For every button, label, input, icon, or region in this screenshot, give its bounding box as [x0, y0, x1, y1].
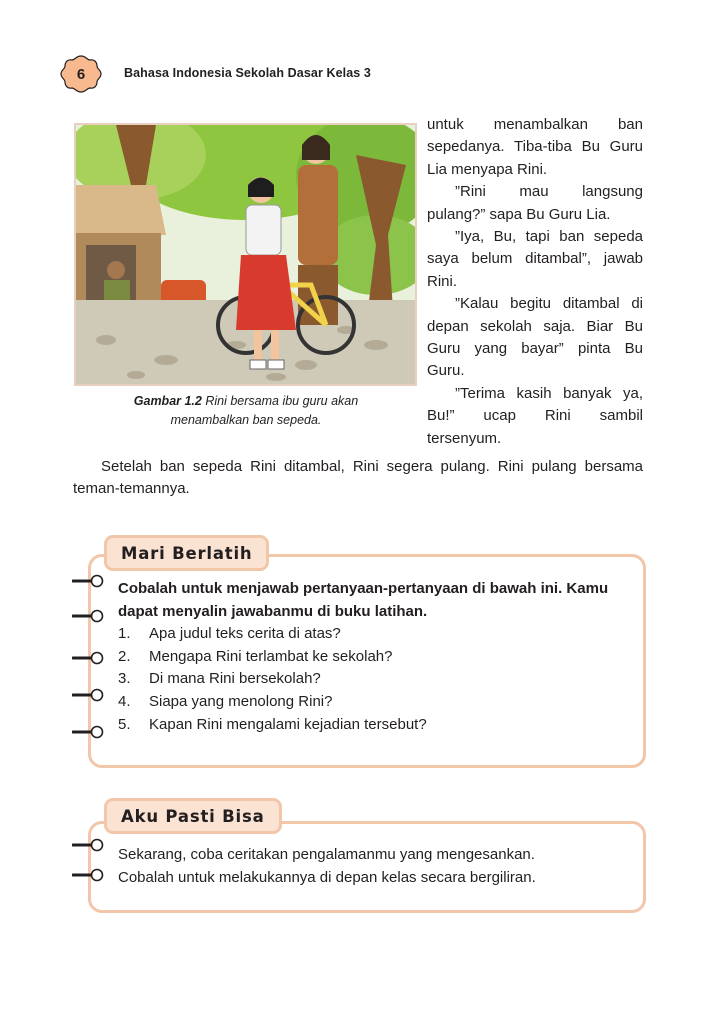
question-number: 1. [118, 625, 131, 643]
book-title: Bahasa Indonesia Sekolah Dasar Kelas 3 [124, 66, 371, 80]
exercise-content [118, 578, 638, 736]
story-full-width [73, 456, 643, 501]
story-paragraph: Setelah ban sepeda Rini ditambal, Rini segera pulang. Rini pulang bersama teman-temannya. [73, 458, 643, 498]
activity-line: Sekarang, coba ceritakan pengalamanmu yang mengesankan. [118, 846, 535, 863]
question-text: Di mana Rini bersekolah? [149, 670, 321, 688]
activity-title: Aku Pasti Bisa [104, 798, 282, 834]
caption-text: Rini bersama ibu guru akan menambalkan ban sepeda. [170, 394, 359, 427]
activity-line: Cobalah untuk melakukannya di depan kelas secara bergiliran. [118, 868, 536, 886]
story-right-column [427, 114, 643, 450]
question-item [118, 623, 638, 646]
exercise-title: Mari Berlatih [104, 535, 269, 571]
story-paragraph: ”Terima kasih banyak ya, Bu!” ucap Rini sambil tersenyum. [427, 384, 643, 447]
binder-ring-icon [72, 651, 106, 665]
question-text: Siapa yang menolong Rini? [149, 692, 333, 710]
question-item [118, 714, 638, 737]
binder-ring-icon [72, 838, 106, 852]
exercise-instruction: Cobalah untuk menjawab pertanyaan-pertanyaan di bawah ini. Kamu dapat menyalin jawabanmu di buku latihan. [118, 580, 609, 620]
binder-ring-icon [72, 574, 106, 588]
activity-content [118, 844, 638, 889]
page-number: 6 [76, 65, 86, 83]
story-paragraph: ”Kalau begitu ditambal di depan sekolah saja. Biar Bu Guru yang bayar” pinta Bu Guru. [427, 295, 643, 380]
binder-ring-icon [72, 868, 106, 882]
binder-ring-icon [72, 688, 106, 702]
question-number: 2. [118, 647, 131, 665]
binder-ring-icon [72, 609, 106, 623]
caption-label: Gambar 1.2 [133, 394, 202, 408]
figure-caption [96, 392, 396, 430]
page-number-badge [59, 54, 103, 94]
story-paragraph: ”Rini mau langsung pulang?” sapa Bu Guru Lia. [427, 183, 643, 223]
rini-and-teacher-bicycle-image [76, 125, 415, 384]
story-paragraph: ”Iya, Bu, tapi ban sepeda saya belum ditambal”, jawab Rini. [427, 228, 643, 290]
question-number: 5. [118, 715, 131, 733]
question-list [118, 623, 638, 736]
binder-ring-icon [72, 725, 106, 739]
question-number: 4. [118, 692, 131, 710]
question-text: Kapan Rini mengalami kejadian tersebut? [149, 715, 427, 733]
question-item [118, 668, 638, 691]
question-text: Apa judul teks cerita di atas? [149, 625, 341, 643]
question-text: Mengapa Rini terlambat ke sekolah? [149, 647, 393, 665]
question-item [118, 691, 638, 714]
question-number: 3. [118, 670, 131, 688]
story-paragraph: untuk menambalkan ban sepedanya. Tiba-tiba Bu Guru Lia menyapa Rini. [427, 116, 643, 178]
story-illustration [74, 123, 417, 386]
question-item [118, 646, 638, 669]
